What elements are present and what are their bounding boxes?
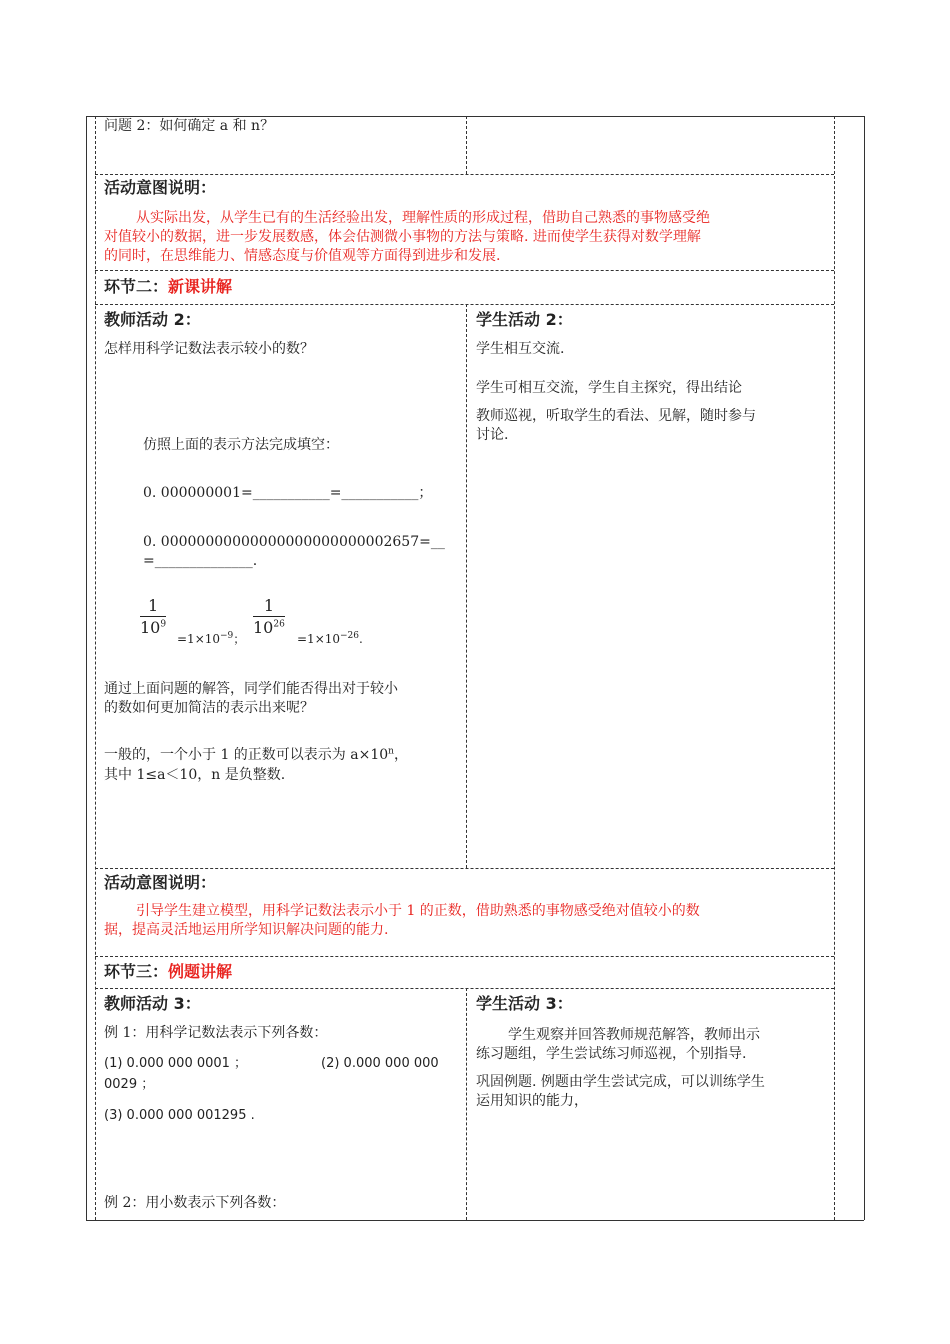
- row-divider: [95, 988, 834, 989]
- intent-line: 的同时，在思维能力、情感态度与价值观等方面得到进步和发展.: [104, 248, 501, 264]
- table-border-right: [864, 116, 865, 1220]
- student-text: 教师巡视，听取学生的看法、见解，随时参与: [476, 408, 756, 424]
- intent-line: 从实际出发，从学生已有的生活经验出发，理解性质的形成过程，借助自己熟悉的事物感受绝: [136, 210, 710, 226]
- example-2: 例 2：用小数表示下列各数：: [104, 1195, 286, 1211]
- student-text: 运用知识的能力，: [476, 1093, 588, 1109]
- example-item: (2) 0.000 000 000: [321, 1056, 439, 1071]
- teacher-question: 怎样用科学记数法表示较小的数？: [104, 341, 314, 357]
- fraction-bar: [253, 616, 285, 617]
- intent-line: 据，提高灵活地运用所学知识解决问题的能力.: [104, 922, 389, 938]
- table-border-left: [86, 116, 87, 1220]
- teacher-paragraph: 通过上面问题的解答，同学们能否得出对于较小: [104, 681, 398, 697]
- fraction-2-result: $=1\times 10^{-26}$.: [297, 631, 363, 646]
- fraction-2: [253, 596, 285, 637]
- column-divider-2: [466, 304, 467, 868]
- section-name: 例题讲解: [168, 962, 233, 981]
- row-divider: [95, 304, 834, 305]
- teacher-definition-cont: 其中 1≤a＜10，n 是负整数.: [104, 767, 286, 783]
- intent-line: 对值较小的数据，进一步发展数感，体会估测微小事物的方法与策略. 进而使学生获得对数学理解: [104, 229, 701, 245]
- section-label: 环节二：: [104, 277, 169, 296]
- student-text: 练习题组，学生尝试练习师巡视，个别指导.: [476, 1046, 747, 1062]
- fill-blank-2: 0. 00000000000000000000000002657=__: [143, 534, 445, 550]
- fraction-denominator: $10^{26}$: [253, 618, 285, 637]
- section-header: [104, 962, 232, 981]
- fraction-denominator: $10^9$: [140, 618, 167, 637]
- example-item: (3) 0.000 000 001295 .: [104, 1108, 255, 1123]
- row-divider: [95, 868, 834, 869]
- inner-border-left: [95, 116, 96, 1220]
- inner-border-right: [834, 116, 835, 1220]
- example-1: 例 1：用科学记数法表示下列各数：: [104, 1025, 328, 1041]
- column-divider-3: [466, 988, 467, 1220]
- teacher-activity-title: 教师活动 2：: [104, 310, 201, 329]
- row-divider: [95, 270, 834, 271]
- fraction-1-result: $=1\times 10^{-9}$；: [177, 631, 246, 646]
- intent-title: 活动意图说明：: [104, 873, 217, 892]
- fraction-numerator: 1: [147, 596, 159, 615]
- fraction-bar: [140, 616, 166, 617]
- teacher-activity-title: 教师活动 3：: [104, 994, 201, 1013]
- intent-line: 引导学生建立模型，用科学记数法表示小于 1 的正数，借助熟悉的事物感受绝对值较小的数: [136, 903, 700, 919]
- student-text: 巩固例题. 例题由学生尝试完成，可以训练学生: [476, 1074, 765, 1090]
- teacher-instruction: 仿照上面的表示方法完成填空：: [143, 437, 339, 453]
- fill-blank-2-cont: =______________.: [143, 553, 258, 569]
- student-text: 学生相互交流.: [476, 341, 565, 357]
- section-header: [104, 277, 232, 296]
- teacher-paragraph: 的数如何更加简洁的表示出来呢？: [104, 700, 314, 716]
- row-divider: [95, 956, 834, 957]
- column-divider-1: [466, 116, 467, 174]
- section-name: 新课讲解: [168, 277, 233, 296]
- teacher-definition: 一般的，一个小于 1 的正数可以表示为 $a\times 10^n$，: [104, 746, 408, 763]
- student-text: 讨论.: [476, 427, 509, 443]
- row-divider: [95, 174, 834, 175]
- student-activity-title: 学生活动 2：: [476, 310, 573, 329]
- student-activity-title: 学生活动 3：: [476, 994, 573, 1013]
- intent-title: 活动意图说明：: [104, 178, 217, 197]
- student-text: 学生观察并回答教师规范解答，教师出示: [508, 1027, 760, 1043]
- example-item: (1) 0.000 000 0001 ；: [104, 1056, 248, 1071]
- fill-blank-1: 0. 000000001=___________=___________；: [143, 485, 433, 501]
- section-label: 环节三：: [104, 962, 169, 981]
- fraction-numerator: 1: [263, 596, 274, 615]
- student-text: 学生可相互交流，学生自主探究，得出结论: [476, 380, 742, 396]
- table-border-bottom: [86, 1220, 864, 1221]
- question-2: 问题 2：如何确定 a 和 n？: [104, 118, 275, 134]
- fraction-1: [140, 596, 166, 637]
- example-item-cont: 0029 ；: [104, 1077, 155, 1092]
